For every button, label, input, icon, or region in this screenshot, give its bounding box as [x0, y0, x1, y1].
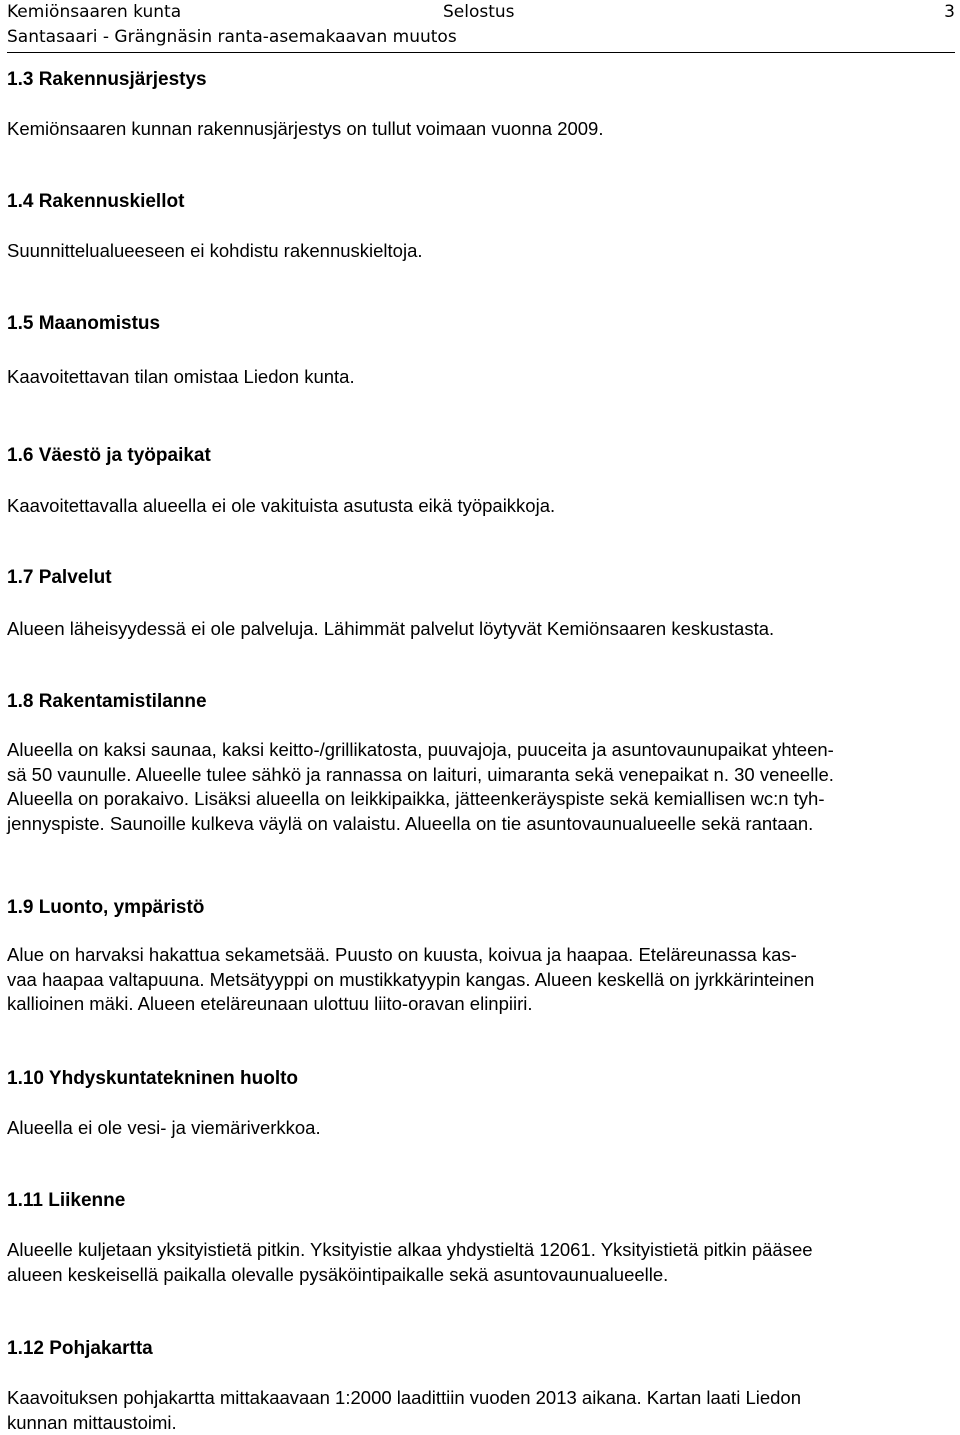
- section-body-1-8: [7, 738, 957, 836]
- body-line: Alueella on porakaivo. Lisäksi alueella on leikkipaikka, jätteenkeräyspiste sekä kemiallisen wc:n tyh-: [7, 788, 825, 810]
- section-body-1-5: [7, 365, 957, 390]
- plan-title: Santasaari - Grängnäsin ranta-asemakaavan muutos: [7, 27, 457, 47]
- section-body-1-11: [7, 1238, 957, 1287]
- section-body-1-4: [7, 239, 957, 264]
- section-heading-1-11: 1.11 Liikenne: [7, 1190, 126, 1211]
- body-line: alueen keskeisellä paikalla olevalle pysäköintipaikalle sekä asuntovaunualueelle.: [7, 1263, 669, 1285]
- section-heading-1-9: 1.9 Luonto, ympäristö: [7, 897, 205, 918]
- body-line: kallioinen mäki. Alueen eteläreunaan ulottuu liito-oravan elinpiiri.: [7, 993, 533, 1015]
- body-line: Alueelle kuljetaan yksityistietä pitkin. Yksityistie alkaa yhdystieltä 12061. Yksityistietä pitkin pääsee: [7, 1239, 813, 1260]
- body-line: sä 50 vaunulle. Alueelle tulee sähkö ja rannassa on laituri, uimaranta sekä venepaikat n. 30 veneelle.: [7, 763, 834, 785]
- section-heading-1-5: 1.5 Maanomistus: [7, 313, 161, 334]
- header-bottom-row: [7, 25, 955, 50]
- section-body-1-12: [7, 1386, 957, 1435]
- body-line: Alue on harvaksi hakattua sekametsää. Puusto on kuusta, koivua ja haapaa. Eteläreunassa kas-: [7, 944, 797, 965]
- body-line: Alueella on kaksi saunaa, kaksi keitto-/grillikatosta, puuvajoja, puuceita ja asuntovaunupaikat yhteen-: [7, 739, 834, 760]
- section-heading-1-6: 1.6 Väestö ja työpaikat: [7, 445, 211, 466]
- body-line: kunnan mittaustoimi.: [7, 1411, 177, 1433]
- body-line: vaa haapaa valtapuuna. Metsätyyppi on mustikkatyypin kangas. Alueen keskellä on jyrkkärinteinen: [7, 968, 815, 990]
- section-body-1-6: [7, 494, 957, 519]
- body-line: jennyspiste. Saunoille kulkeva väylä on valaistu. Alueella on tie asuntovaunualueelle sekä rantaan.: [7, 812, 814, 834]
- body-line: Kaavoitettavan tilan omistaa Liedon kunta.: [7, 366, 355, 387]
- body-line: Kaavoitettavalla alueella ei ole vakituista asutusta eikä työpaikkoja.: [7, 495, 556, 516]
- section-heading-1-7: 1.7 Palvelut: [7, 567, 112, 588]
- page-number: 3: [944, 2, 955, 22]
- section-heading-1-10: 1.10 Yhdyskuntatekninen huolto: [7, 1068, 299, 1089]
- document-type: Selostus: [443, 2, 515, 22]
- section-body-1-9: [7, 943, 957, 1017]
- body-line: Kaavoituksen pohjakartta mittakaavaan 1:2000 laadittiin vuoden 2013 aikana. Kartan laati Liedon: [7, 1387, 802, 1408]
- section-heading-1-12: 1.12 Pohjakartta: [7, 1338, 153, 1359]
- section-body-1-3: [7, 117, 957, 142]
- body-line: Alueella ei ole vesi- ja viemäriverkkoa.: [7, 1117, 321, 1138]
- body-line: Suunnittelualueeseen ei kohdistu rakennuskieltoja.: [7, 240, 423, 261]
- header-top-row: [7, 0, 955, 25]
- section-heading-1-8: 1.8 Rakentamistilanne: [7, 691, 207, 712]
- header-divider: [7, 52, 955, 53]
- section-body-1-10: [7, 1116, 957, 1141]
- page-header: [7, 0, 955, 50]
- body-line: Kemiönsaaren kunnan rakennusjärjestys on tullut voimaan vuonna 2009.: [7, 118, 604, 139]
- section-heading-1-4: 1.4 Rakennuskiellot: [7, 191, 185, 212]
- body-line: Alueen läheisyydessä ei ole palveluja. Lähimmät palvelut löytyvät Kemiönsaaren keskustasta.: [7, 618, 775, 639]
- municipality-name: Kemiönsaaren kunta: [7, 2, 182, 22]
- section-body-1-7: [7, 617, 957, 642]
- section-heading-1-3: 1.3 Rakennusjärjestys: [7, 69, 207, 90]
